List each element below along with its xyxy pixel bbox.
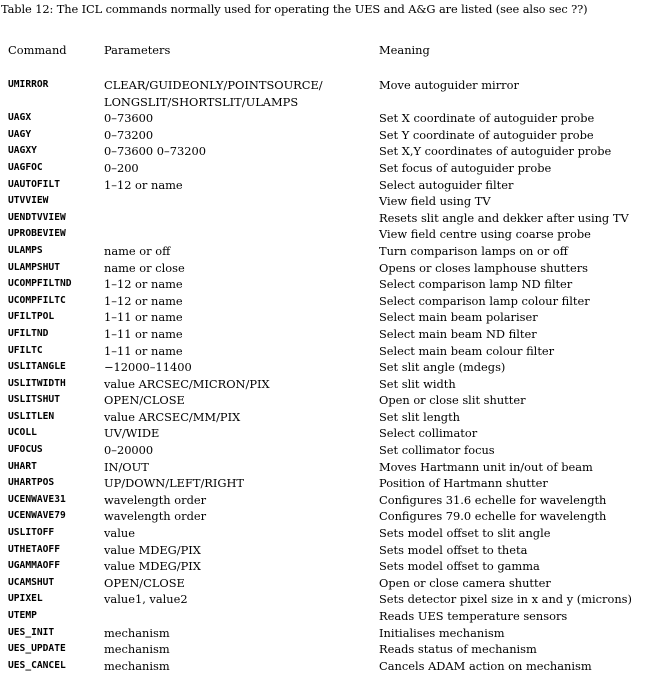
command-cell: UTVVIEW [8, 195, 49, 207]
parameters-cell: CLEAR/GUIDEONLY/POINTSOURCE/ [104, 78, 323, 92]
parameters-cell: OPEN/CLOSE [104, 575, 185, 590]
table-row [0, 558, 645, 575]
parameters-cell: mechanism [104, 658, 170, 673]
parameters-cell: 0–73600 [104, 111, 154, 126]
parameters-cell: 1–11 or name [104, 310, 183, 325]
parameters-cell: value MDEG/PIX [104, 559, 201, 574]
table-row [0, 608, 645, 625]
parameters-cell: value [104, 526, 135, 541]
parameters-cell: wavelength order [104, 492, 207, 507]
table-row [0, 591, 645, 608]
meaning-cell: Select main beam polariser [379, 310, 538, 325]
command-cell: UFOCUS [8, 444, 43, 456]
parameters-cell: 0–200 [104, 160, 139, 175]
table-row [0, 77, 645, 110]
meaning-cell: Select comparison lamp ND filter [379, 277, 573, 292]
command-cell: UPROBEVIEW [8, 228, 66, 240]
command-cell: UES_UPDATE [8, 643, 66, 655]
parameters-cell: OPEN/CLOSE [104, 393, 185, 408]
table-row [0, 409, 645, 426]
command-cell: USLITOFF [8, 527, 55, 539]
meaning-cell: Set Y coordinate of autoguider probe [379, 127, 594, 142]
table-row [0, 343, 645, 360]
table-row [0, 392, 645, 409]
meaning-cell: Open or close camera shutter [379, 575, 551, 590]
meaning-cell: Sets detector pixel size in x and y (microns) [379, 592, 632, 607]
table-row [0, 193, 645, 210]
meaning-cell: Set X coordinate of autoguider probe [379, 111, 595, 126]
command-cell: UES_INIT [8, 626, 55, 638]
meaning-cell: Turn comparison lamps on or off [379, 243, 568, 258]
command-cell: UCOMPFILTND [8, 278, 72, 290]
meaning-cell: Select collimator [379, 426, 478, 441]
table-row [0, 542, 645, 559]
command-cell: UTEMP [8, 610, 37, 621]
meaning-cell: Set X,Y coordinates of autoguider probe [379, 144, 612, 159]
parameters-cell: 1–11 or name [104, 343, 183, 358]
meaning-cell: Reads UES temperature sensors [379, 609, 568, 623]
meaning-cell: Reads status of mechanism [379, 642, 537, 657]
command-cell: UENDTVVIEW [8, 211, 66, 223]
meaning-cell: Set collimator focus [379, 443, 495, 458]
meaning-cell: Moves Hartmann unit in/out of beam [379, 459, 593, 474]
parameters-cell: 1–12 or name [104, 177, 183, 192]
meaning-cell: Configures 31.6 echelle for wavelength [379, 492, 607, 507]
meaning-cell: Set slit length [379, 409, 460, 424]
meaning-cell: Set focus of autoguider probe [379, 160, 552, 175]
command-cell: UMIRROR [8, 79, 49, 90]
header-command: Command [8, 43, 67, 57]
command-cell: UHART [8, 460, 37, 472]
table-row [0, 226, 645, 243]
table-row [0, 575, 645, 592]
meaning-cell: Select comparison lamp colour filter [379, 293, 590, 308]
parameters-cell: wavelength order [104, 509, 207, 524]
command-cell: USLITANGLE [8, 361, 66, 373]
command-cell: UAGFOC [8, 161, 43, 173]
meaning-cell: Resets slit angle and dekker after using TV [379, 210, 629, 225]
parameters-cell: 1–12 or name [104, 293, 183, 308]
meaning-cell: Move autoguider mirror [379, 78, 519, 92]
command-cell: UPIXEL [8, 593, 43, 605]
table-row [0, 326, 645, 343]
command-cell: UFILTPOL [8, 311, 55, 323]
command-cell: ULAMPSHUT [8, 261, 60, 273]
command-table [0, 77, 645, 674]
command-cell: USLITLEN [8, 410, 55, 422]
parameters-cell: 1–12 or name [104, 277, 183, 292]
table-row [0, 177, 645, 194]
parameters-cell: name or close [104, 260, 185, 275]
command-cell: UCAMSHUT [8, 576, 55, 588]
command-cell: UAGY [8, 128, 32, 140]
parameters-cell: name or off [104, 243, 171, 258]
command-cell: UCOLL [8, 427, 37, 439]
meaning-cell: Set slit width [379, 376, 456, 391]
meaning-cell: Cancels ADAM action on mechanism [379, 658, 592, 673]
table-row [0, 127, 645, 144]
table-row [0, 243, 645, 260]
command-cell: UAUTOFILT [8, 178, 60, 190]
command-cell: UAGXY [8, 145, 37, 157]
parameters-cell: value ARCSEC/MICRON/PIX [104, 376, 270, 391]
table-row [0, 492, 645, 509]
table-row [0, 359, 645, 376]
table-row [0, 508, 645, 525]
meaning-cell: Initialises mechanism [379, 625, 505, 640]
table-row [0, 260, 645, 277]
parameters-cell: UV/WIDE [104, 426, 160, 441]
table-row [0, 442, 645, 459]
meaning-cell: Select autoguider filter [379, 177, 514, 192]
command-cell: UCENWAVE79 [8, 510, 66, 522]
meaning-cell: Sets model offset to theta [379, 542, 528, 557]
meaning-cell: View field centre using coarse probe [379, 227, 591, 242]
command-cell: UAGX [8, 112, 32, 124]
command-cell: USLITSHUT [8, 394, 60, 406]
table-row [0, 293, 645, 310]
table-row [0, 210, 645, 227]
parameters-cell: value MDEG/PIX [104, 542, 201, 557]
parameters-cell: IN/OUT [104, 459, 149, 474]
parameters-cell: 1–11 or name [104, 326, 183, 341]
command-cell: UHARTPOS [8, 477, 55, 489]
parameters-cell: mechanism [104, 625, 170, 640]
command-cell: UGAMMAOFF [8, 560, 60, 572]
meaning-cell: Select main beam colour filter [379, 343, 555, 358]
command-cell: UCOMPFILTC [8, 294, 66, 306]
table-row [0, 110, 645, 127]
command-cell: UTHETAOFF [8, 543, 60, 555]
table-row [0, 641, 645, 658]
parameters-cell: mechanism [104, 642, 170, 657]
table-row [0, 525, 645, 542]
meaning-cell: Select main beam ND filter [379, 326, 537, 341]
table-row [0, 658, 645, 674]
meaning-cell: Opens or closes lamphouse shutters [379, 260, 588, 275]
table-row [0, 276, 645, 293]
command-cell: UES_CANCEL [8, 659, 66, 671]
parameters-cell: value ARCSEC/MM/PIX [104, 409, 241, 424]
parameters-cell: 0–20000 [104, 443, 154, 458]
table-row [0, 475, 645, 492]
header-meaning: Meaning [379, 43, 430, 57]
parameters-cell: UP/DOWN/LEFT/RIGHT [104, 476, 245, 491]
command-cell: UCENWAVE31 [8, 493, 66, 505]
meaning-cell: Position of Hartmann shutter [379, 476, 548, 491]
header-parameters: Parameters [104, 43, 171, 57]
meaning-cell: Configures 79.0 echelle for wavelength [379, 509, 607, 524]
table-caption: Table 12: The ICL commands normally used for operating the UES and A&G are listed (see also sec ??) [1, 2, 588, 16]
command-cell: UFILTC [8, 344, 43, 356]
table-row [0, 459, 645, 476]
parameters-cell: 0–73600 0–73200 [104, 144, 206, 159]
command-cell: ULAMPS [8, 244, 43, 256]
table-row [0, 425, 645, 442]
parameters-cell: −12000–11400 [104, 360, 192, 375]
command-cell: UFILTND [8, 327, 49, 339]
table-row [0, 376, 645, 393]
parameters-cell: value1, value2 [104, 592, 188, 607]
table-row [0, 143, 645, 160]
meaning-cell: Set slit angle (mdegs) [379, 360, 506, 375]
table-row [0, 309, 645, 326]
meaning-cell: Sets model offset to slit angle [379, 526, 551, 541]
parameters-cell: 0–73200 [104, 127, 154, 142]
table-row [0, 625, 645, 642]
parameters-cell-continued: LONGSLIT/SHORTSLIT/ULAMPS [104, 94, 299, 109]
meaning-cell: View field using TV [379, 194, 491, 209]
meaning-cell: Open or close slit shutter [379, 393, 526, 408]
meaning-cell: Sets model offset to gamma [379, 559, 540, 574]
table-row [0, 160, 645, 177]
command-cell: USLITWIDTH [8, 377, 66, 389]
